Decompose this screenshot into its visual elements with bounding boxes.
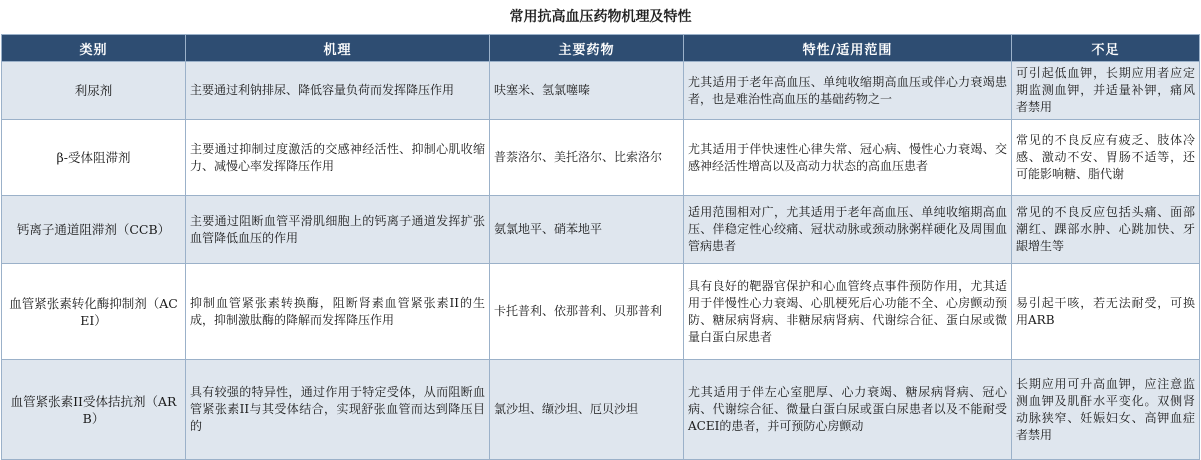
mechanism-cell: 具有较强的特异性，通过作用于特定受体，从而阻断血管紧张素II与其受体结合，实现舒张血管而达到降压目的 xyxy=(186,360,490,460)
drug-table-container xyxy=(1,34,1199,458)
drugs-cell: 氨氯地平、硝苯地平 xyxy=(490,196,684,264)
features-cell: 尤其适用于伴左心室肥厚、心力衰竭、糖尿病肾病、冠心病、代谢综合征、微量白蛋白尿或蛋白尿患者以及不能耐受ACEI的患者，并可预防心房颤动 xyxy=(684,360,1012,460)
drawbacks-cell: 常见的不良反应有疲乏、肢体冷感、激动不安、胃肠不适等，还可能影响糖、脂代谢 xyxy=(1012,120,1200,196)
features-cell: 尤其适用于伴快速性心律失常、冠心病、慢性心力衰竭、交感神经活性增高以及高动力状态的高血压患者 xyxy=(684,120,1012,196)
drugs-cell: 普萘洛尔、美托洛尔、比索洛尔 xyxy=(490,120,684,196)
table-title: 常用抗高血压药物机理及特性 xyxy=(509,9,692,25)
features-cell: 具有良好的靶器官保护和心血管终点事件预防作用，尤其适用于伴慢性心力衰竭、心肌梗死后心功能不全、心房颤动预防、糖尿病肾病、非糖尿病肾病、代谢综合征、蛋白尿或微量白蛋白尿患者 xyxy=(684,264,1012,360)
table-row xyxy=(2,120,1200,196)
drugs-cell: 呋塞米、氢氯噻嗪 xyxy=(490,62,684,120)
header-drugs: 主要药物 xyxy=(490,35,684,62)
mechanism-cell: 主要通过利钠排尿、降低容量负荷而发挥降压作用 xyxy=(186,62,490,120)
drawbacks-cell: 常见的不良反应包括头痛、面部潮红、踝部水肿、心跳加快、牙龈增生等 xyxy=(1012,196,1200,264)
header-row xyxy=(2,35,1200,62)
mechanism-cell: 主要通过抑制过度激活的交感神经活性、抑制心肌收缩力、减慢心率发挥降压作用 xyxy=(186,120,490,196)
mechanism-cell: 抑制血管紧张素转换酶，阻断肾素血管紧张素II的生成，抑制激肽酶的降解而发挥降压作用 xyxy=(186,264,490,360)
drugs-cell: 卡托普利、依那普利、贝那普利 xyxy=(490,264,684,360)
drug-table xyxy=(1,34,1200,460)
header-drawbacks: 不足 xyxy=(1012,35,1200,62)
features-cell: 适用范围相对广，尤其适用于老年高血压、单纯收缩期高血压、伴稳定性心绞痛、冠状动脉或颈动脉粥样硬化及周围血管病患者 xyxy=(684,196,1012,264)
category-cell: 钙离子通道阻滞剂（CCB） xyxy=(2,196,186,264)
table-row xyxy=(2,196,1200,264)
category-cell: 血管紧张素转化酶抑制剂（ACEI） xyxy=(2,264,186,360)
drawbacks-cell: 可引起低血钾，长期应用者应定期监测血钾，并适量补钾，痛风者禁用 xyxy=(1012,62,1200,120)
category-cell: β-受体阻滞剂 xyxy=(2,120,186,196)
table-row xyxy=(2,360,1200,460)
drugs-cell: 氯沙坦、缬沙坦、厄贝沙坦 xyxy=(490,360,684,460)
header-mechanism: 机理 xyxy=(186,35,490,62)
table-row xyxy=(2,62,1200,120)
mechanism-cell: 主要通过阻断血管平滑肌细胞上的钙离子通道发挥扩张血管降低血压的作用 xyxy=(186,196,490,264)
header-category: 类别 xyxy=(2,35,186,62)
header-features: 特性/适用范围 xyxy=(684,35,1012,62)
drawbacks-cell: 长期应用可升高血钾，应注意监测血钾及肌酐水平变化。双侧肾动脉狭窄、妊娠妇女、高钾血症者禁用 xyxy=(1012,360,1200,460)
category-cell: 利尿剂 xyxy=(2,62,186,120)
category-cell: 血管紧张素II受体拮抗剂（ARB） xyxy=(2,360,186,460)
features-cell: 尤其适用于老年高血压、单纯收缩期高血压或伴心力衰竭患者，也是难治性高血压的基础药物之一 xyxy=(684,62,1012,120)
drawbacks-cell: 易引起干咳，若无法耐受，可换用ARB xyxy=(1012,264,1200,360)
table-row xyxy=(2,264,1200,360)
